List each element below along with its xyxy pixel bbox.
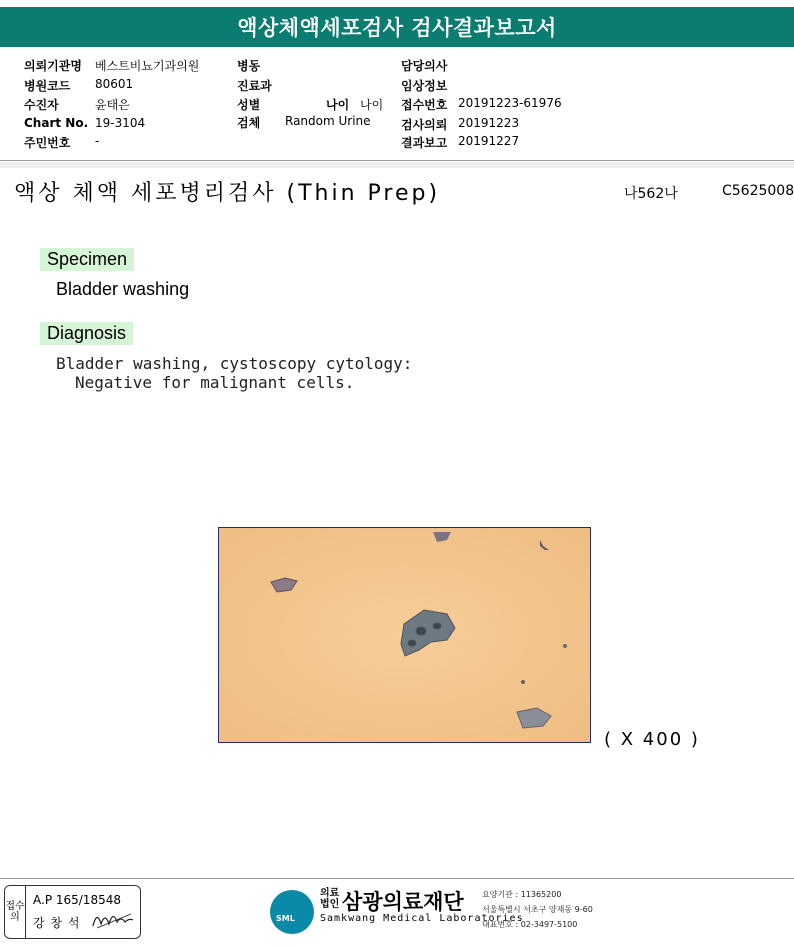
value-age: 나이 (360, 98, 384, 112)
org-english-name: Samkwang Medical Laboratories (320, 913, 524, 924)
label-requested: 검사의뢰 (401, 118, 448, 132)
label-institution: 의뢰기관명 (24, 59, 82, 73)
label-accession-no: 접수번호 (401, 98, 448, 112)
cytology-cells-illustration (219, 528, 590, 742)
org-phone: 대표번호 : 02-3497-5100 (482, 920, 578, 929)
label-ward: 병동 (237, 59, 261, 73)
label-clinical-info: 임상정보 (401, 79, 448, 93)
diagnosis-heading: Diagnosis (40, 322, 133, 345)
label-reported: 결과보고 (401, 136, 448, 150)
label-department: 진료과 (237, 79, 272, 93)
label-hospital-code: 병원코드 (24, 79, 71, 93)
value-hospital-code: 80601 (95, 77, 134, 91)
divider (0, 160, 794, 161)
value-specimen: Random Urine (285, 114, 371, 128)
value-institution: 베스트비뇨기과의원 (95, 59, 200, 73)
label-sex: 성별 (237, 98, 261, 112)
logo-text: SML (276, 914, 295, 923)
specimen-heading: Specimen (40, 248, 134, 271)
specimen-text: Bladder washing (56, 279, 190, 299)
org-prefix-top: 의료 (320, 888, 340, 899)
ap-number: A.P 165/18548 (33, 893, 121, 907)
pathologist-signature-box (4, 885, 141, 939)
value-patient: 윤태은 (95, 98, 130, 112)
footer-divider (0, 878, 794, 879)
org-code: 요양기관 : 11365200 (482, 890, 562, 899)
test-code-2: C5625008 (722, 183, 794, 199)
label-doctor: 담당의사 (401, 59, 448, 73)
org-address: 서울특별시 서초구 양재동 9-60 (482, 905, 593, 914)
patient-info (0, 54, 794, 159)
value-chart-no: 19-3104 (95, 116, 146, 130)
stamp-label: 접수의 (5, 886, 26, 938)
label-age: 나이 (326, 98, 350, 112)
report-title: 액상체액세포검사 검사결과보고서 (0, 7, 794, 47)
signature-icon (91, 906, 135, 932)
diagnosis-line-2: Negative for malignant cells. (75, 373, 355, 392)
label-resident-no: 주민번호 (24, 136, 71, 150)
org-name: 삼광의료재단 (342, 890, 464, 914)
microscope-image (218, 527, 591, 743)
label-specimen: 검체 (237, 116, 261, 130)
org-prefix (320, 888, 339, 910)
organization-block (270, 884, 593, 939)
test-code-1: 나562나 (624, 186, 678, 202)
test-title: 액상 체액 세포병리검사 (Thin Prep) (14, 181, 441, 206)
sml-logo-icon (270, 890, 314, 934)
org-prefix-bottom: 법인 (320, 899, 340, 910)
label-patient: 수진자 (24, 98, 59, 112)
doctor-name: 강 창 석 (33, 916, 81, 930)
value-reported: 20191227 (458, 134, 520, 148)
section-band (0, 162, 794, 168)
value-accession-no: 20191223-61976 (458, 96, 562, 110)
magnification-label: ( X 400 ) (604, 729, 700, 750)
value-requested: 20191223 (458, 116, 520, 130)
diagnosis-line-1: Bladder washing, cystoscopy cytology: (56, 354, 413, 373)
value-resident-no: - (95, 134, 100, 148)
label-chart-no: Chart No. (24, 116, 89, 130)
